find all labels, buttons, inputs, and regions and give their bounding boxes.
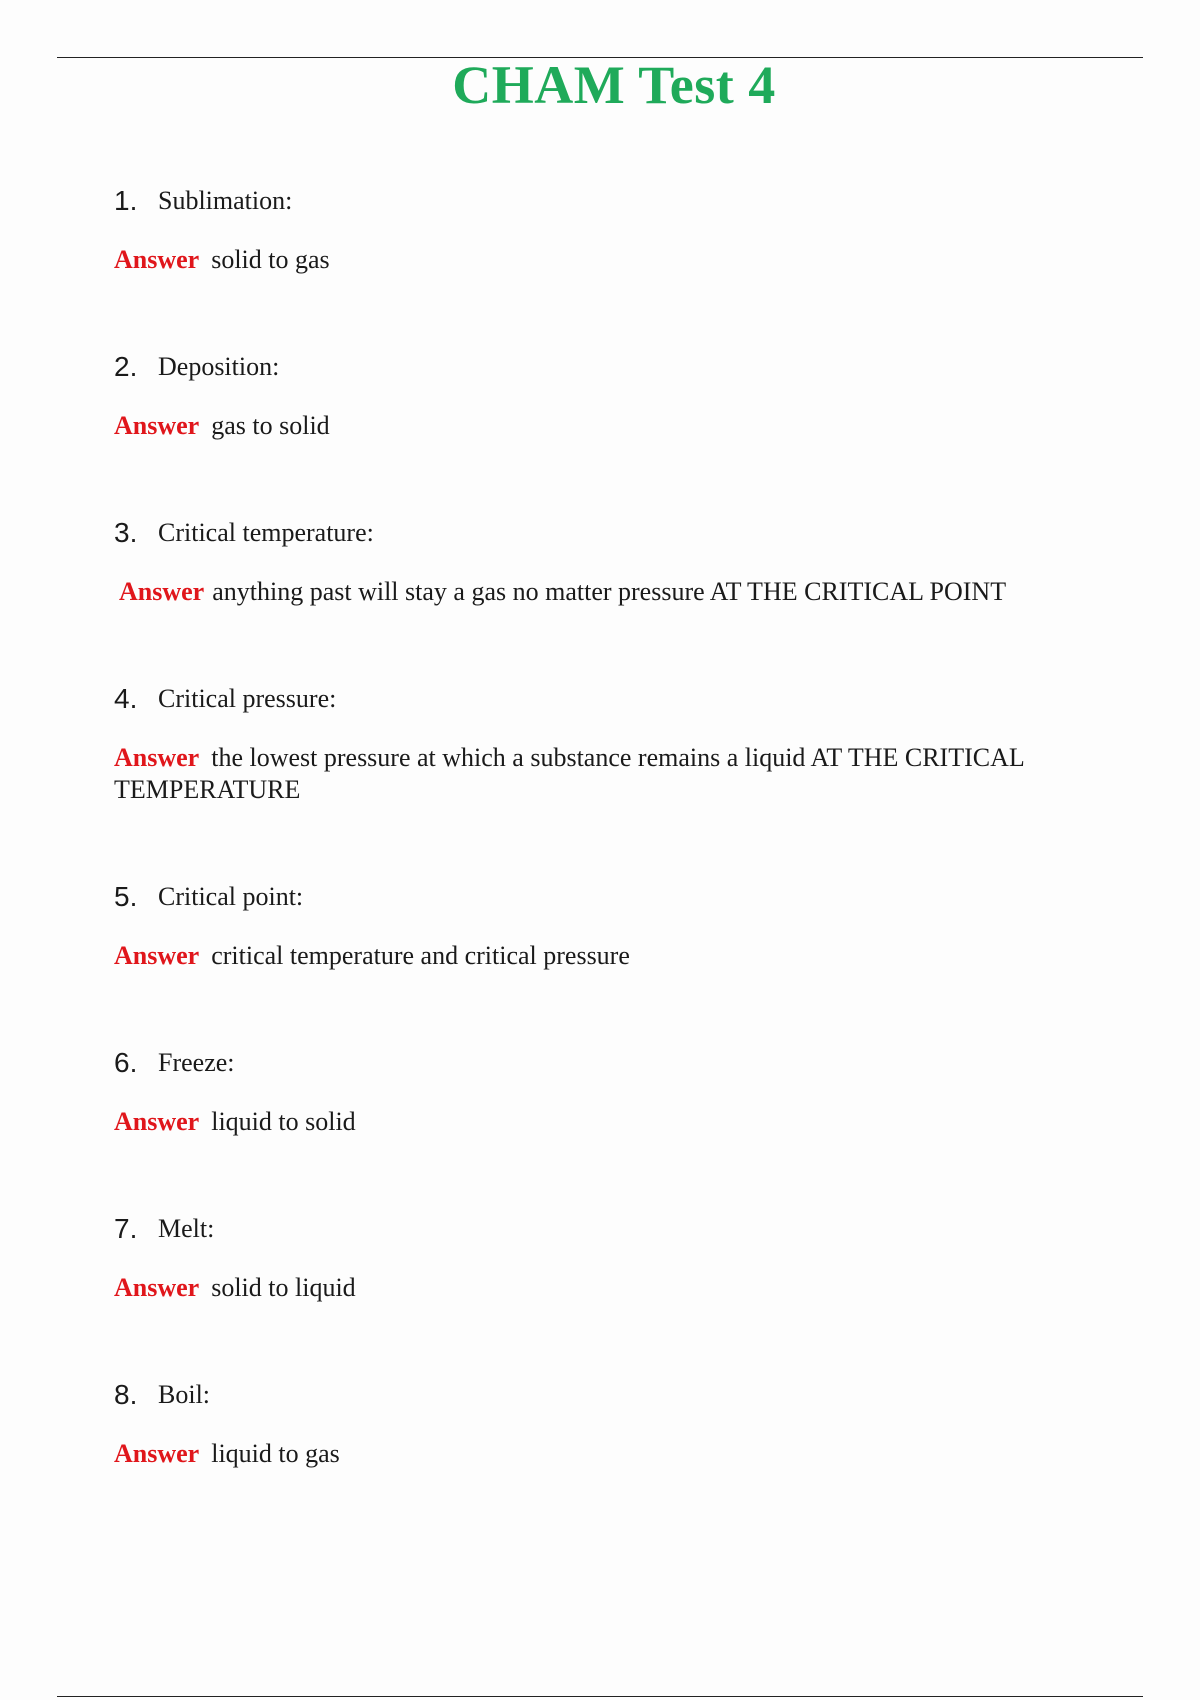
answer-label: Answer bbox=[114, 1107, 200, 1136]
question-item bbox=[114, 878, 1104, 1044]
answer-label: Answer bbox=[114, 411, 200, 440]
question bbox=[114, 680, 1104, 718]
question-item bbox=[114, 1044, 1104, 1210]
question-text: Critical pressure: bbox=[158, 684, 337, 713]
question bbox=[114, 1376, 1104, 1414]
question-number: 5. bbox=[114, 881, 138, 912]
question-number: 4. bbox=[114, 683, 138, 714]
question bbox=[114, 878, 1104, 916]
question bbox=[114, 1210, 1104, 1248]
answer bbox=[114, 244, 1104, 276]
answer bbox=[114, 576, 1104, 608]
answer-text: critical temperature and critical pressure bbox=[211, 941, 630, 970]
question-text: Freeze: bbox=[158, 1048, 235, 1077]
question-text: Melt: bbox=[158, 1214, 215, 1243]
question-list bbox=[114, 182, 1104, 1542]
question-text: Critical point: bbox=[158, 882, 304, 911]
answer bbox=[114, 940, 1104, 972]
question-item bbox=[114, 1376, 1104, 1542]
question-number: 3. bbox=[114, 517, 138, 548]
question-number: 6. bbox=[114, 1047, 138, 1078]
answer-text: solid to liquid bbox=[211, 1273, 356, 1302]
answer-label: Answer bbox=[114, 941, 200, 970]
answer-label: Answer bbox=[114, 743, 200, 772]
question-item bbox=[114, 182, 1104, 348]
question bbox=[114, 182, 1104, 220]
bottom-rule bbox=[57, 1696, 1143, 1697]
answer bbox=[114, 1438, 1104, 1470]
answer-label: Answer bbox=[114, 1439, 200, 1468]
answer-label: Answer bbox=[119, 577, 205, 606]
answer-label: Answer bbox=[114, 245, 200, 274]
question-number: 7. bbox=[114, 1213, 138, 1244]
answer bbox=[114, 410, 1104, 442]
question bbox=[114, 348, 1104, 386]
answer-label: Answer bbox=[114, 1273, 200, 1302]
question bbox=[114, 514, 1104, 552]
answer bbox=[114, 1106, 1104, 1138]
question-text: Sublimation: bbox=[158, 186, 293, 215]
answer bbox=[114, 1272, 1104, 1304]
question-number: 8. bbox=[114, 1379, 138, 1410]
question-item bbox=[114, 680, 1104, 878]
answer-text: liquid to gas bbox=[211, 1439, 340, 1468]
question-text: Critical temperature: bbox=[158, 518, 374, 547]
page-title: CHAM Test 4 bbox=[452, 55, 776, 115]
question-item bbox=[114, 514, 1104, 680]
answer-text: solid to gas bbox=[211, 245, 330, 274]
answer bbox=[114, 742, 1104, 806]
question-text: Deposition: bbox=[158, 352, 280, 381]
answer-text: anything past will stay a gas no matter pressure AT THE CRITICAL POINT bbox=[212, 577, 1007, 606]
question bbox=[114, 1044, 1104, 1082]
question-number: 2. bbox=[114, 351, 138, 382]
question-item bbox=[114, 1210, 1104, 1376]
answer-text: the lowest pressure at which a substance remains a liquid AT THE CRITICAL TEMPERATURE bbox=[114, 743, 1024, 804]
question-number: 1. bbox=[114, 185, 138, 216]
answer-text: liquid to solid bbox=[211, 1107, 356, 1136]
question-text: Boil: bbox=[158, 1380, 211, 1409]
answer-text: gas to solid bbox=[211, 411, 330, 440]
question-item bbox=[114, 348, 1104, 514]
